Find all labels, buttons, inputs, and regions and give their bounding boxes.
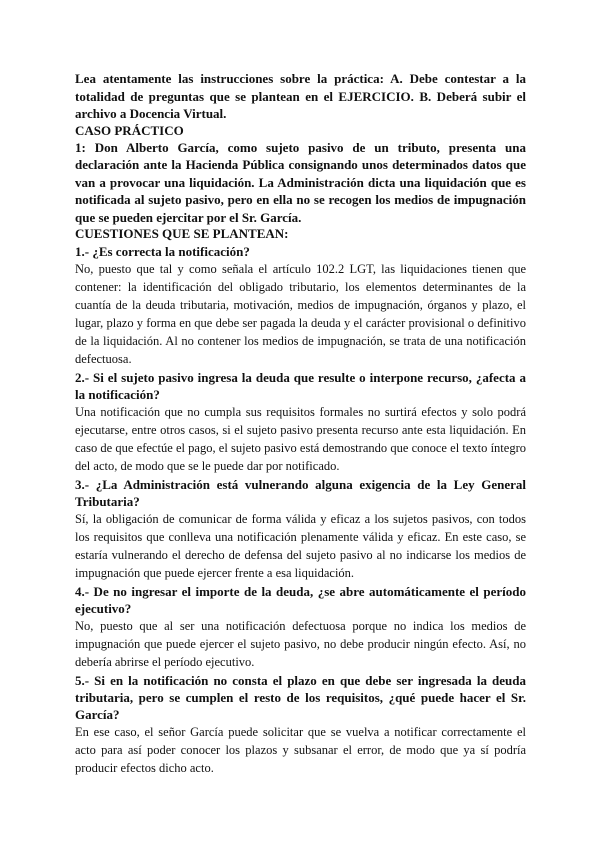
question-text: 3.- ¿La Administración está vulnerando alguna exigencia de la Ley General Tributaria? (75, 477, 526, 509)
question-text: 4.- De no ingresar el importe de la deuda, ¿se abre automáticamente el período ejecutivo? (75, 584, 526, 616)
question-text: 2.- Si el sujeto pasivo ingresa la deuda que resulte o interpone recurso, ¿afecta a la notificación? (75, 370, 526, 402)
question-block-5 (75, 672, 526, 777)
instructions-paragraph: Lea atentamente las instrucciones sobre la práctica: A. Debe contestar a la totalidad de preguntas que se plantean en el EJERCICIO. B. Deberá subir el archivo a Docencia Virtual. (75, 71, 526, 121)
question-block-2 (75, 369, 526, 475)
question-text: 5.- Si en la notificación no consta el plazo en que debe ser ingresada la deuda tributaria, pero se cumplen el resto de los requisitos, ¿qué puede hacer el Sr. García? (75, 673, 526, 722)
answer-text: No, puesto que tal y como señala el artículo 102.2 LGT, las liquidaciones tienen que contener: la identificación del obligado tributario, los elementos determinantes de la cuantía de la deuda tributaria, motivación, medios de impugnación, órganos y plazo, el lugar, plazo y forma en que debe ser pagada la deuda y el carácter provisional o definitivo de la liquidación. Al no contener los medios de impugnación, se trata de una notificación defectuosa. (75, 262, 526, 366)
questions-heading: CUESTIONES QUE SE PLANTEAN: (75, 226, 289, 241)
answer-text: No, puesto que al ser una notificación defectuosa porque no indica los medios de impugnación que puede ejercer el sujeto pasivo, no debe producir ningún efecto. Así, no debería abrirse el período ejecutivo. (75, 619, 526, 669)
question-block-1 (75, 243, 526, 368)
question-text: 1.- ¿Es correcta la notificación? (75, 244, 250, 259)
case-description: 1: Don Alberto García, como sujeto pasivo de un tributo, presenta una declaración ante la Hacienda Pública consignando unos determinados datos que van a provocar una liquidación. La Administración dicta una liquidación que es notificada al sujeto pasivo, pero en ella no se recogen los medios de impugnación que se pueden ejercitar por el Sr. García. (75, 139, 526, 225)
answer-text: En ese caso, el señor García puede solicitar que se vuelva a notificar correctamente el acto para así poder conocer los plazos y subsanar el error, de modo que ya sí podría producir efectos dicho acto. (75, 725, 526, 775)
question-block-3 (75, 476, 526, 582)
answer-text: Una notificación que no cumpla sus requisitos formales no surtirá efectos y solo podrá ejecutarse, entre otros casos, si el sujeto pasivo presenta recurso ante esta liquidación. En caso de que efectúe el pago, el sujeto pasivo está demostrando que conoce el texto íntegro del acto, de modo que se le puede dar por notificado. (75, 405, 526, 473)
question-block-4 (75, 583, 526, 671)
case-heading: CASO PRÁCTICO (75, 122, 184, 138)
answer-text: Sí, la obligación de comunicar de forma válida y eficaz a los sujetos pasivos, con todos los requisitos que conlleva una notificación plenamente válida y eficaz. En este caso, se estaría vulnerando el derecho de defensa del sujeto pasivo al no indicarse los medios de impugnación que puede ejercer frente a esa liquidación. (75, 512, 526, 580)
